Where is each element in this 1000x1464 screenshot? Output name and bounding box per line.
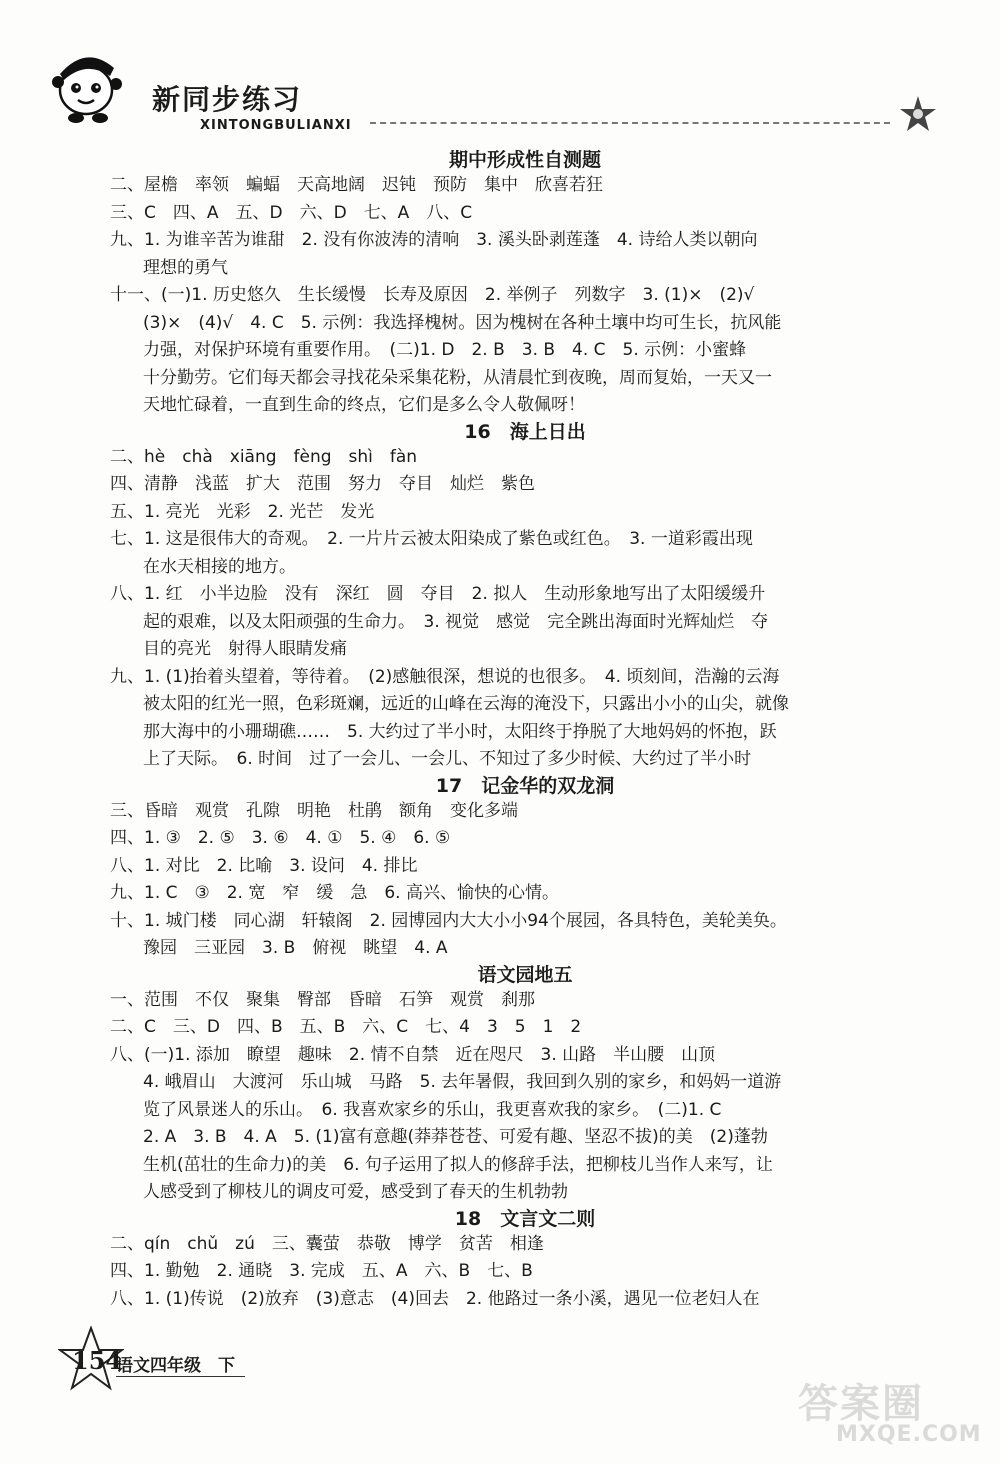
answer-line: 二、hè chà xiāng fèng shì fàn: [110, 446, 418, 467]
section-title: 17 记金华的双龙洞: [435, 774, 615, 797]
answer-line: 十、1. 城门楼 同心湖 轩辕阁 2. 园博园内大大小小94个展园，各具特色，美轮美奂。: [110, 910, 787, 931]
page-number: 154: [72, 1346, 123, 1375]
section-title: 16 海上日出: [464, 420, 586, 443]
section-title: 18 文言文二则: [454, 1207, 596, 1230]
answer-line: 人感受到了柳枝儿的调皮可爱，感受到了春天的生机勃勃: [143, 1182, 568, 1202]
answer-line: (3)× (4)√ 4. C 5. 示例：我选择槐树。因为槐树在各种土壤中均可生长，抗风能: [143, 312, 782, 333]
answer-line: 四、1. 勤勉 2. 通晓 3. 完成 五、A 六、B 七、B: [110, 1261, 533, 1281]
answer-line: 七、1. 这是很伟大的奇观。 2. 一片片云被太阳染成了紫色或红色。 3. 一道彩霞出现: [110, 529, 753, 549]
answer-line: 十分勤劳。它们每天都会寻找花朵采集花粉，从清晨忙到夜晚，周而复始，一天又一: [143, 367, 772, 388]
answer-line: 天地忙碌着，一直到生命的终点，它们是多么令人敬佩呀！: [143, 395, 585, 415]
answer-line: 起的艰难，以及太阳顽强的生命力。 3. 视觉 感觉 完全跳出海面时光辉灿烂 夺: [143, 611, 769, 632]
answer-line: 二、qín chǔ zú 三、囊萤 恭敬 博学 贫苦 相逢: [110, 1233, 544, 1254]
answer-line: 二、屋檐 率领 蝙蝠 天高地阔 迟钝 预防 集中 欣喜若狂: [110, 175, 603, 195]
answer-line: 五、1. 亮光 光彩 2. 光芒 发光: [110, 501, 375, 522]
section-title: 期中形成性自测题: [448, 149, 601, 171]
page-header: [40, 30, 970, 133]
answer-content: [110, 148, 940, 1313]
answer-line: 上了天际。 6. 时间 过了一会儿、一会儿、不知过了多少时候、大约过了半小时: [143, 749, 752, 769]
answer-line: 九、1. C ③ 2. 宽 窄 缓 急 6. 高兴、愉快的心情。: [110, 883, 559, 903]
page-footer: [62, 1340, 322, 1410]
mascot-logo-icon: [46, 38, 128, 124]
answer-line: 八、(一)1. 添加 瞭望 趣味 2. 情不自禁 近在咫尺 3. 山路 半山腰 山顶: [110, 1044, 716, 1065]
answer-line: 2. A 3. B 4. A 5. (1)富有意趣(莽莽苍苍、可爱有趣、坚忍不拔)的美 (2)蓬勃: [143, 1127, 768, 1147]
answer-line: 那大海中的小珊瑚礁…… 5. 大约过了半小时，太阳终于挣脱了大地妈妈的怀抱，跃: [143, 721, 777, 742]
answer-line: 九、1. (1)抬着头望着，等待着。 (2)感触很深，想说的也很多。 4. 顷刻间，浩瀚的云海: [110, 666, 780, 687]
answer-line: 九、1. 为谁辛苦为谁甜 2. 没有你波涛的清响 3. 溪头卧剥莲蓬 4. 诗给人类以朝向: [110, 230, 758, 250]
answer-line: 八、1. 对比 2. 比喻 3. 设问 4. 排比: [110, 855, 418, 876]
footer-label: 语文四年级 下: [116, 1351, 245, 1377]
answer-line: 4. 峨眉山 大渡河 乐山城 马路 5. 去年暑假，我回到久别的家乡，和妈妈一道游: [143, 1072, 782, 1092]
answer-line: 三、C 四、A 五、D 六、D 七、A 八、C: [110, 202, 473, 223]
answer-line: 力强，对保护环境有重要作用。 (二)1. D 2. B 3. B 4. C 5. 示例：小蜜蜂: [143, 340, 747, 360]
star-icon: [898, 94, 938, 134]
watermark-url: MXQE.COM: [836, 1422, 982, 1447]
watermark: [796, 1378, 986, 1458]
decorative-line: [370, 122, 890, 132]
answer-line: 三、昏暗 观赏 孔隙 明艳 杜鹃 额角 变化多端: [110, 800, 518, 821]
answer-line: 在水天相接的地方。: [143, 556, 296, 577]
answer-line: 十一、(一)1. 历史悠久 生长缓慢 长寿及原因 2. 举例子 列数字 3. (1)× (2)√: [110, 285, 755, 305]
answer-line: 生机(茁壮的生命力)的美 6. 句子运用了拟人的修辞手法，把柳枝儿当作人来写，让: [143, 1154, 773, 1175]
brand-title: 新同步练习: [152, 83, 303, 116]
answer-line: 览了风景迷人的乐山。 6. 我喜欢家乡的乐山，我更喜欢我的家乡。 (二)1. C: [143, 1099, 722, 1120]
answer-line: 四、1. ③ 2. ⑤ 3. ⑥ 4. ① 5. ④ 6. ⑤: [110, 828, 451, 848]
watermark-text: 答案圈: [798, 1381, 924, 1427]
section-title: 语文园地五: [477, 963, 573, 986]
answer-line: 八、1. (1)传说 (2)放弃 (3)意志 (4)回去 2. 他路过一条小溪，遇见一位老妇人在: [110, 1288, 760, 1309]
answer-line: 被太阳的红光一照，色彩斑斓，远近的山峰在云海的淹没下，只露出小小的山尖，就像: [143, 694, 789, 714]
answer-line: 目的亮光 射得人眼睛发痛: [143, 639, 347, 659]
answer-line: 理想的勇气: [143, 257, 228, 278]
answer-line: 八、1. 红 小半边脸 没有 深红 圆 夺目 2. 拟人 生动形象地写出了太阳缓缓升: [110, 584, 766, 604]
brand-subtitle: XINTONGBULIANXI: [200, 118, 352, 133]
answer-line: 一、范围 不仅 聚集 臀部 昏暗 石笋 观赏 刹那: [110, 989, 535, 1010]
answer-line: 二、C 三、D 四、B 五、B 六、C 七、4 3 5 1 2: [110, 1017, 582, 1037]
answer-line: 四、清静 浅蓝 扩大 范围 努力 夺目 灿烂 紫色: [110, 474, 535, 494]
answer-line: 豫园 三亚园 3. B 俯视 眺望 4. A: [143, 938, 448, 958]
